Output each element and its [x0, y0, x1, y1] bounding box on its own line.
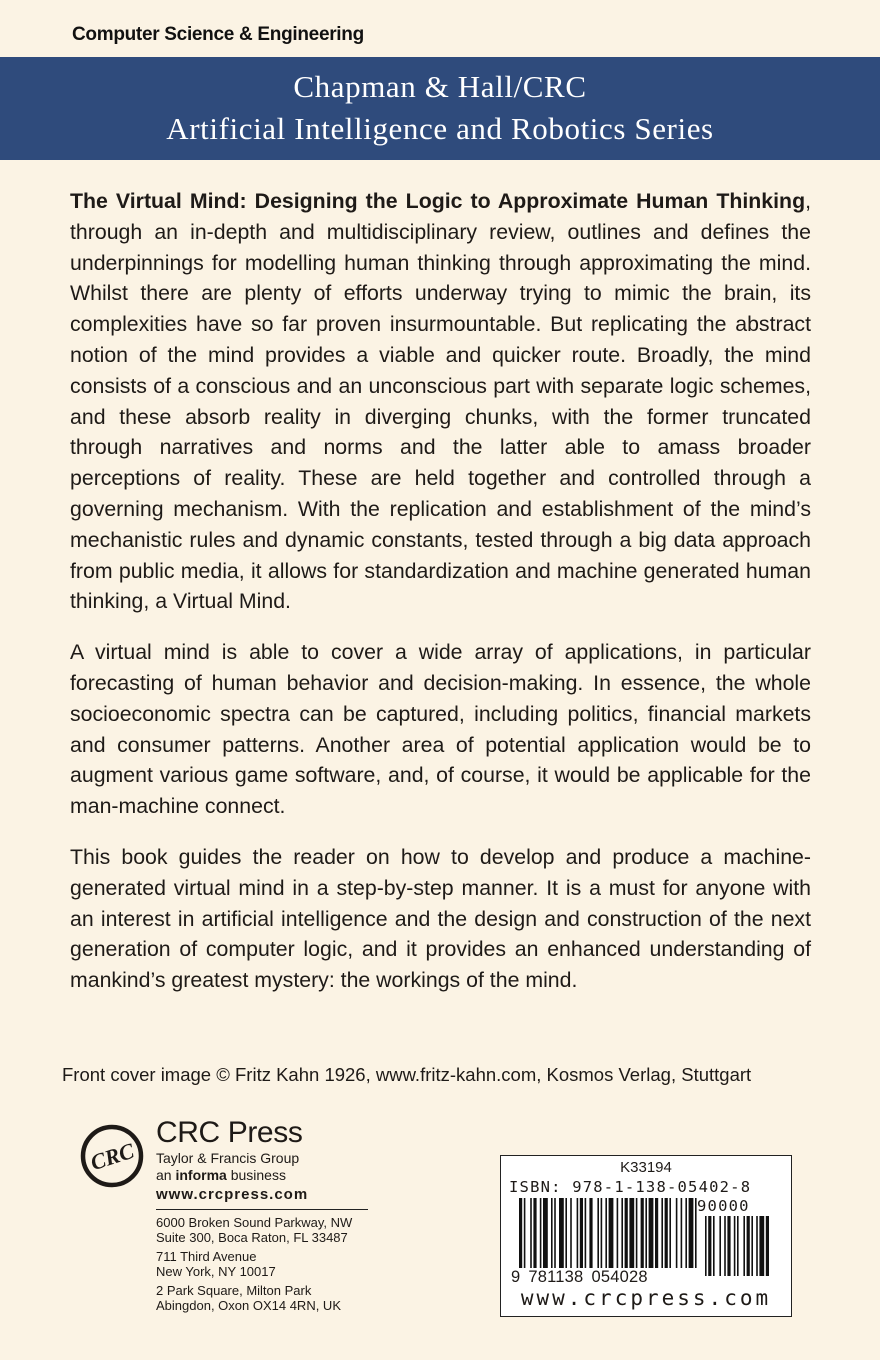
- book-title: The Virtual Mind: Designing the Logic to Approximate Human Thinking: [70, 189, 806, 213]
- cover-image-credit: Front cover image © Fritz Kahn 1926, www.fritz-kahn.com, Kosmos Verlag, Stuttgart: [62, 1064, 752, 1085]
- address-abingdon: [156, 1283, 341, 1313]
- address-line: 2 Park Square, Milton Park: [156, 1283, 312, 1298]
- description-paragraph-1: [70, 186, 811, 617]
- address-line: New York, NY 10017: [156, 1264, 276, 1279]
- barcode-digits: [511, 1268, 648, 1287]
- description-paragraph-3: This book guides the reader on how to develop and produce a machine-generated virtual mind in a step-by-step manner. It is a must for anyone with an interest in artificial intelligence and the design and construction of the next generation of computer logic, and it provides an enhanced understanding of mankind’s greatest mystery: the workings of the mind.: [70, 844, 811, 993]
- publisher-group: Taylor & Francis Group: [156, 1150, 300, 1166]
- address-line: 6000 Broken Sound Parkway, NW: [156, 1215, 353, 1230]
- address-line: Abingdon, Oxon OX14 4RN, UK: [156, 1298, 341, 1313]
- price-code: 90000: [697, 1197, 750, 1215]
- description-paragraph-2: A virtual mind is able to cover a wide array of applications, in particular forecasting of human behavior and decision-making. In essence, the whole socioeconomic spectra can be captured, including politics, financial markets and consumer patterns. Another area of potential application would be to augment various game software, and, of course, it would be applicable for the man-machine connect.: [70, 640, 811, 819]
- barcode-digit-group-2: 054028: [591, 1268, 648, 1286]
- series-publisher: Chapman & Hall/CRC: [293, 69, 587, 104]
- crc-logo-icon: [80, 1124, 144, 1188]
- series-banner: [0, 57, 880, 160]
- crc-logo-text: CRC: [87, 1137, 137, 1176]
- isbn-text: ISBN: 978-1-138-05402-8: [509, 1178, 752, 1196]
- publisher-name-rest: Press: [219, 1116, 303, 1149]
- publisher-website[interactable]: www.crcpress.com: [156, 1186, 309, 1203]
- address-new-york: [156, 1249, 276, 1279]
- address-line: Suite 300, Boca Raton, FL 33487: [156, 1230, 348, 1245]
- business-prefix: an: [156, 1167, 176, 1183]
- business-brand: informa: [175, 1167, 227, 1183]
- barcode-url: www.crcpress.com: [520, 1286, 772, 1310]
- address-line: 711 Third Avenue: [156, 1249, 257, 1264]
- address-boca-raton: [156, 1215, 352, 1245]
- publisher-name-bold: CRC: [156, 1116, 220, 1149]
- category-label: Computer Science & Engineering: [72, 24, 364, 45]
- sku-code: K33194: [620, 1159, 672, 1176]
- book-description: [70, 186, 811, 1016]
- isbn-barcode-block: [500, 1155, 792, 1317]
- divider: [156, 1209, 368, 1210]
- barcode-digit-lead: 9: [511, 1268, 521, 1286]
- series-title: Artificial Intelligence and Robotics Series: [166, 111, 714, 146]
- business-suffix: business: [226, 1167, 286, 1183]
- description-paragraph-1-text: , through an in-depth and multidisciplinary review, outlines and defines the underpinnings for modelling human thinking through approximating the mind. Whilst there are plenty of efforts underway trying to mimic the brain, its complexities have so far proven insurmountable. But replicating the abstract notion of the mind provides a viable and quicker route. Broadly, the mind consists of a conscious and an unconscious part with separate logic schemes, and these absorb reality in diverging chunks, with the former truncated through narratives and norms and the latter able to amass broader perceptions of reality. These are held together and controlled through a governing mechanism. With the replication and establishment of the mind’s mechanistic rules and dynamic constants, tested through a big data approach from public media, it allows for standardization and machine generated human thinking, a Virtual Mind.: [70, 189, 811, 614]
- barcode-digit-group-1: 781138: [528, 1268, 584, 1286]
- publisher-name: [156, 1116, 302, 1150]
- publisher-business: [156, 1167, 286, 1184]
